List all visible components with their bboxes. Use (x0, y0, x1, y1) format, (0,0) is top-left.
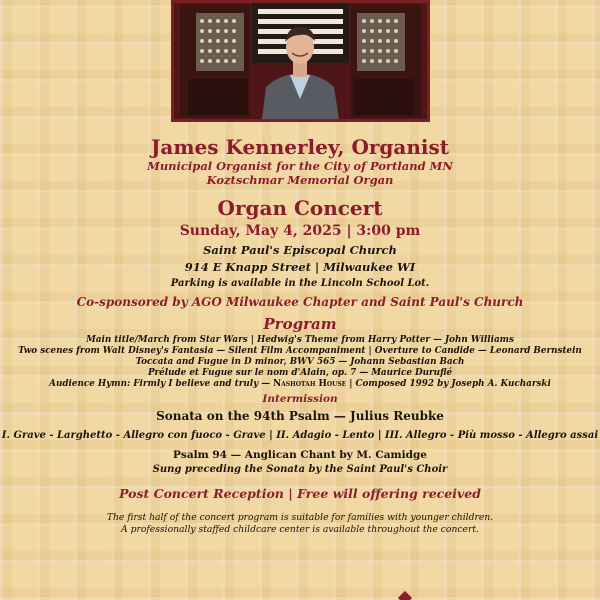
audience-hymn (0, 379, 600, 389)
organist-photo (171, 0, 430, 122)
program-heading: Program (263, 315, 337, 334)
venue-name: Saint Paul's Episcopal Church (203, 242, 397, 257)
psalm-note: Sung preceding the Sonata by the Saint Paul's Choir (152, 464, 448, 476)
concert-date-time: Sunday, May 4, 2025 | 3:00 pm (179, 223, 421, 240)
organ-name: Koztschmar Memorial Organ (206, 173, 394, 188)
sonata-title: Sonata on the 94th Psalm — Julius Reubke (156, 409, 444, 424)
cosponsor-line: Co-sponsored by AGO Milwaukee Chapter and Saint Paul's Church (76, 295, 524, 310)
footnote: A professionally staffed childcare center is available throughout the concert. (121, 523, 479, 535)
footnote: The first half of the concert program is suitable for families with younger children. (106, 512, 494, 524)
intermission-label: Intermission (262, 393, 338, 406)
program-piece: Prélude et Fugue sur le nom d'Alain, op. 7 — Maurice Duruflé (147, 367, 453, 378)
hymn-text: Audience Hymn: Firmly I believe and truly — (49, 378, 274, 389)
program-piece: Two scenes from Walt Disney's Fantasia — Silent Film Accompaniment | Overture to Candide — Leonard Bernstein (18, 345, 582, 356)
parking-note: Parking is available in the Lincoln School Lot. (170, 277, 430, 289)
reception-line: Post Concert Reception | Free will offering received (119, 485, 481, 501)
concert-title: Organ Concert (217, 196, 383, 221)
performer-affiliation: Municipal Organist for the City of Portland MN (147, 159, 453, 173)
program-piece: Toccata and Fugue in D minor, BWV 565 — Johann Sebastian Bach (135, 356, 465, 367)
program-piece: Main title/March from Star Wars | Hedwig's Theme from Harry Potter — John Williams (86, 334, 514, 345)
performer-name: James Kennerley, Organist (150, 135, 450, 159)
hymn-composer: | Composed 1992 by Joseph A. Kucharski (346, 378, 551, 389)
psalm-title: Psalm 94 — Anglican Chant by M. Camidge (173, 449, 427, 462)
concert-flyer (0, 132, 600, 536)
hymn-tune: Nashotah House (273, 378, 347, 389)
venue-address: 914 E Knapp Street | Milwaukee WI (184, 259, 416, 274)
ornament-diamond (398, 591, 412, 600)
sonata-movements: I. Grave - Larghetto - Allegro con fuoco - Grave | II. Adagio - Lento | III. Allegro - Più mosso - Allegro assai (1, 429, 599, 441)
